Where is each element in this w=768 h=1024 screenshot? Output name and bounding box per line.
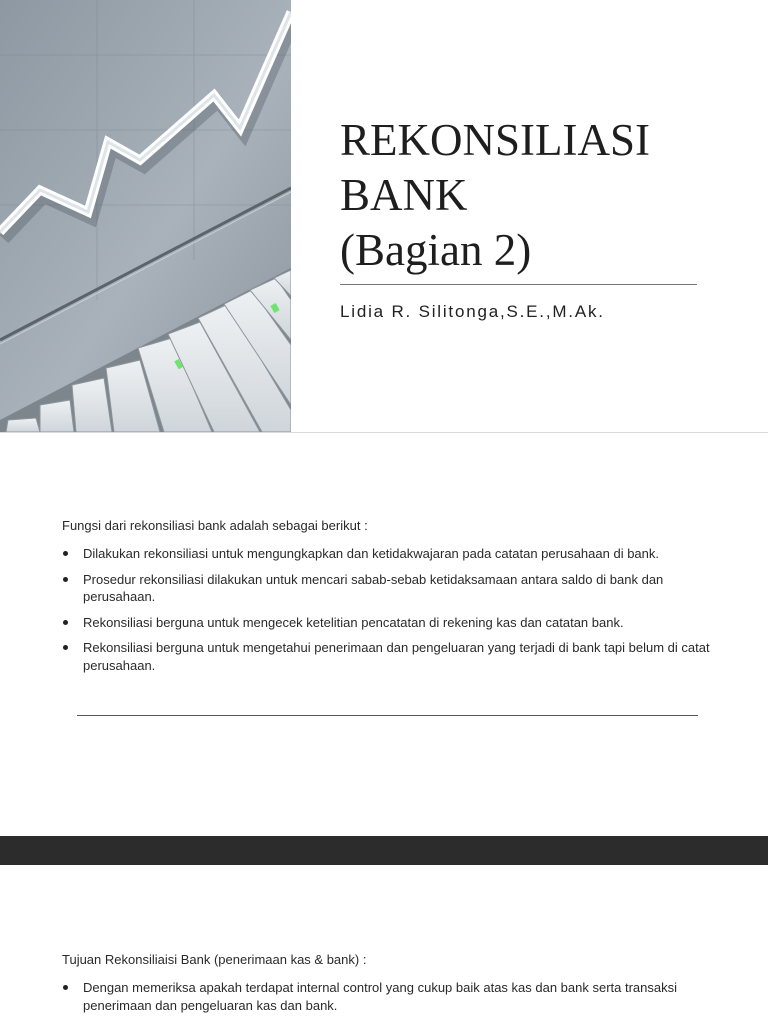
function-slide xyxy=(0,434,768,836)
title-divider xyxy=(340,284,697,285)
title-line: BANK xyxy=(340,170,468,220)
slide-intro: Tujuan Rekonsiliaisi Bank (penerimaan kas & bank) : xyxy=(62,952,367,967)
slide-separator xyxy=(0,432,768,433)
growth-stairs-image xyxy=(0,0,291,432)
list-item: Rekonsiliasi berguna untuk mengecek ketelitian pencatatan di rekening kas dan catatan bank. xyxy=(62,614,712,632)
slide-intro: Fungsi dari rekonsiliasi bank adalah sebagai berikut : xyxy=(62,518,368,533)
title-line: REKONSILIASI xyxy=(340,115,650,165)
author-name: Lidia R. Silitonga,S.E.,M.Ak. xyxy=(340,302,605,321)
bullet-list xyxy=(62,979,712,1022)
title-slide xyxy=(0,0,768,432)
slide-divider xyxy=(77,715,698,716)
list-item: Dilakukan rekonsiliasi untuk mengungkapkan dan ketidakwajaran pada catatan perusahaan di bank. xyxy=(62,545,712,563)
bullet-list xyxy=(62,545,712,682)
list-item: Prosedur rekonsiliasi dilakukan untuk mencari sabab-sebab ketidaksamaan antara saldo di bank dan perusahaan. xyxy=(62,571,712,606)
list-item: Dengan memeriksa apakah terdapat internal control yang cukup baik atas kas dan bank serta transaksi penerimaan dan pengeluaran kas dan bank. xyxy=(62,979,712,1014)
presentation-title xyxy=(340,113,740,278)
objective-slide xyxy=(0,865,768,1024)
slide-separator-band xyxy=(0,836,768,865)
list-item: Rekonsiliasi berguna untuk mengetahui penerimaan dan pengeluaran yang terjadi di bank tapi belum di catat perusahaan. xyxy=(62,639,712,674)
title-line: (Bagian 2) xyxy=(340,225,532,275)
